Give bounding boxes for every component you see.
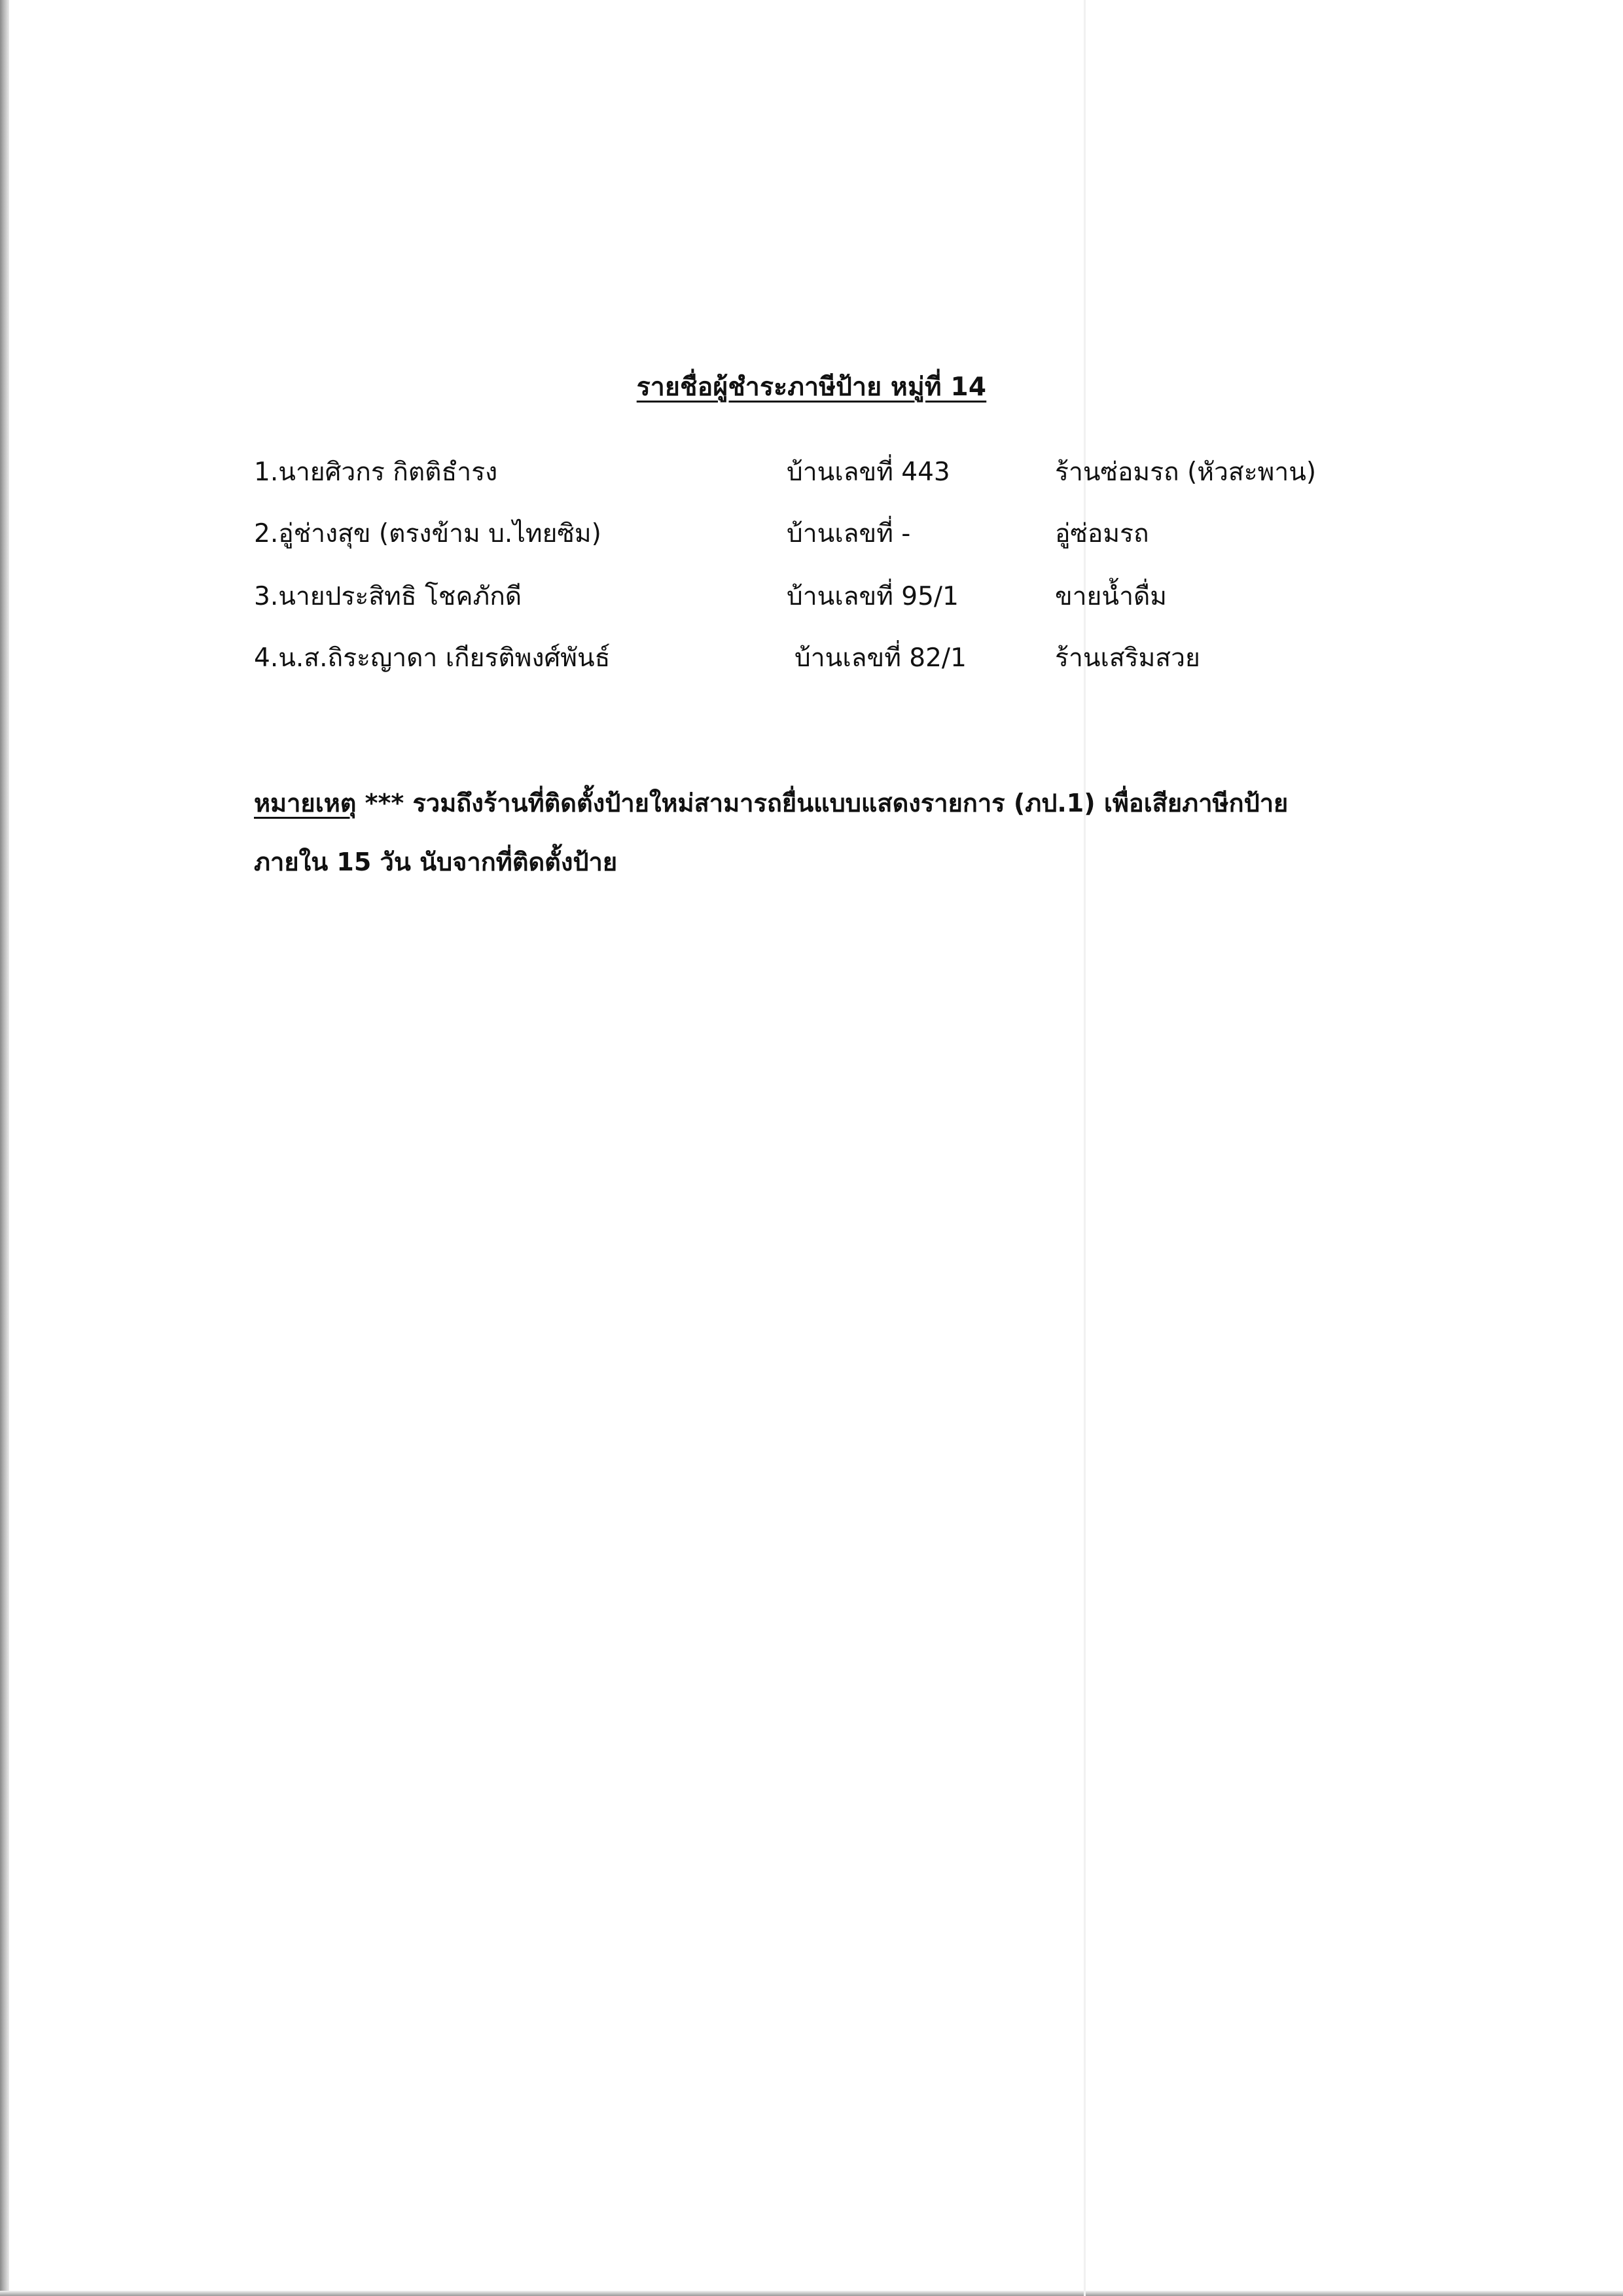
note-line-1	[254, 783, 1366, 823]
note-text: *** รวมถึงร้านที่ติดตั้งป้ายใหม่สามารถยื่นแบบแสดงรายการ (ภป.1) เพื่อเสียภาษีกป้าย	[356, 789, 1289, 817]
house-number: บ้านเลขที่ 443	[787, 457, 950, 487]
business-type: ขายน้ำดื่ม	[1055, 582, 1168, 611]
business-type: อู่ซ่อมรถ	[1055, 519, 1149, 548]
taxpayer-entry-1	[0, 452, 1623, 491]
scan-left-edge	[0, 0, 9, 2296]
taxpayer-name: 4.น.ส.ถิระญาดา เกียรติพงศ์พันธ์	[254, 643, 611, 673]
note-line-2: ภายใน 15 วัน นับจากที่ติดตั้งป้าย	[254, 848, 618, 876]
house-number: บ้านเลขที่ 82/1	[794, 643, 967, 673]
taxpayer-name: 3.นายประสิทธิ โชคภักดี	[254, 582, 522, 611]
house-number: บ้านเลขที่ 95/1	[787, 582, 959, 611]
note-label: หมายเหตุ	[254, 789, 357, 817]
scan-bottom-edge	[0, 2291, 1623, 2296]
business-type: ร้านซ่อมรถ (หัวสะพาน)	[1055, 457, 1317, 487]
taxpayer-name: 1.นายศิวกร กิตติธำรง	[254, 457, 498, 487]
taxpayer-entry-2	[0, 513, 1623, 552]
taxpayer-entry-3	[0, 576, 1623, 615]
document-title: รายชื่อผู้ชำระภาษีป้าย หมู่ที่ 14	[636, 372, 987, 402]
business-type: ร้านเสริมสวย	[1055, 643, 1200, 673]
taxpayer-name: 2.อู่ช่างสุข (ตรงข้าม บ.ไทยซิม)	[254, 519, 601, 548]
house-number: บ้านเลขที่ -	[787, 519, 911, 548]
taxpayer-entry-4	[0, 637, 1623, 677]
paper-fold-line	[1084, 0, 1086, 2296]
